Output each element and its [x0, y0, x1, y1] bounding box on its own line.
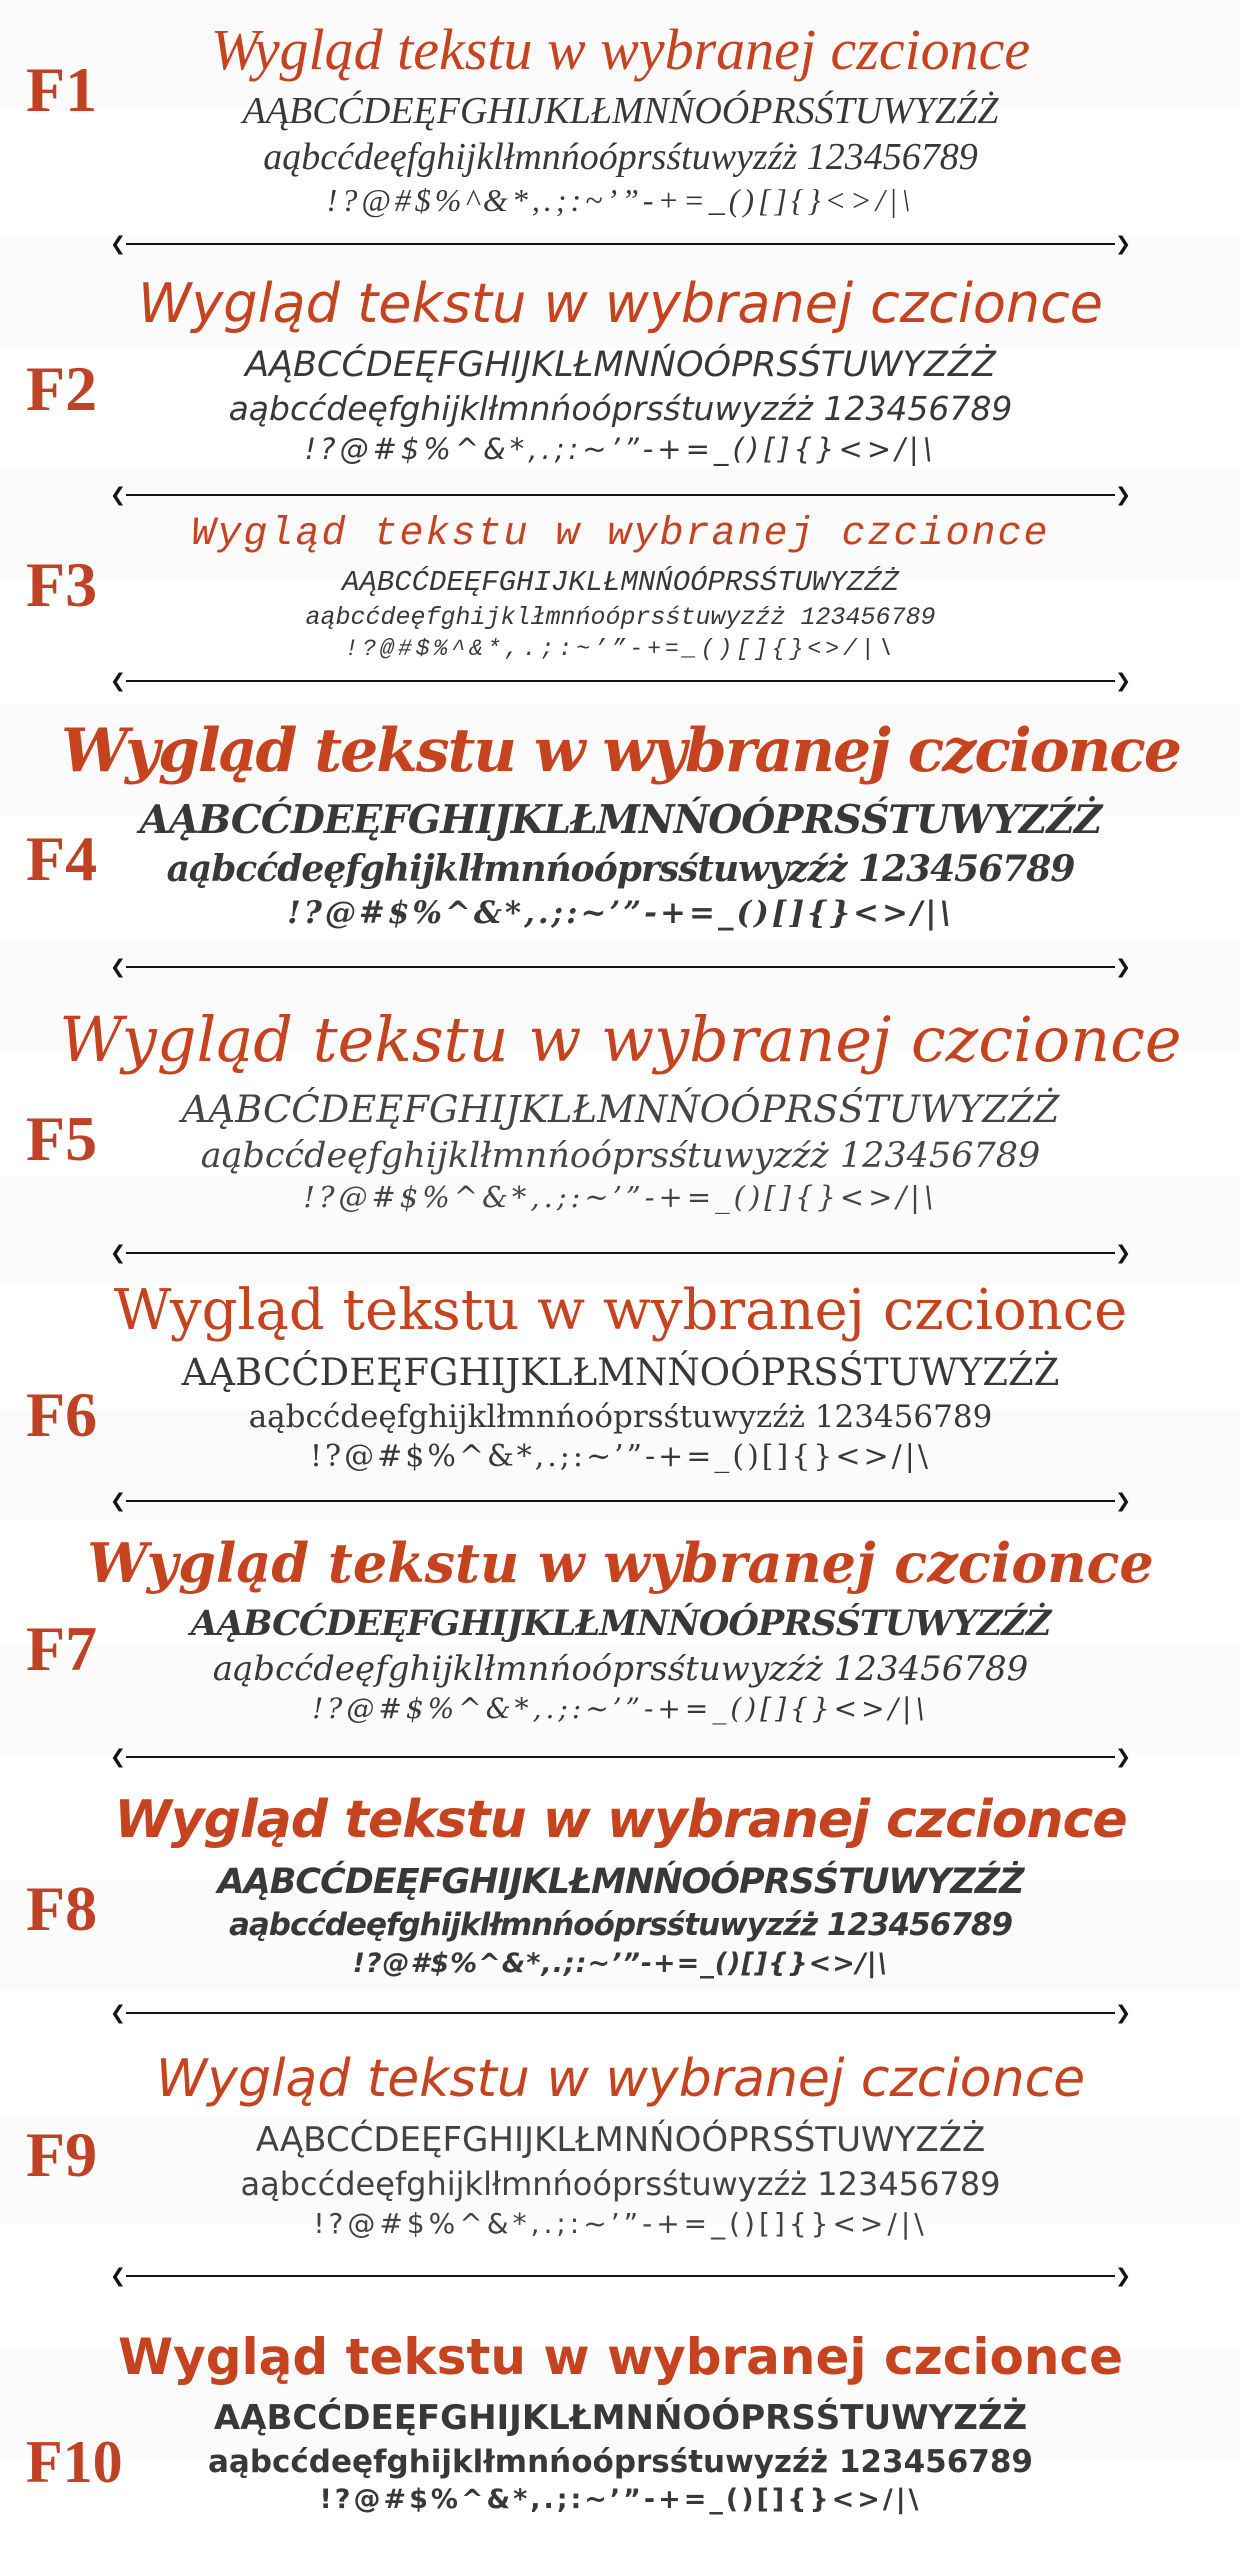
font-label: F9 [26, 2119, 98, 2190]
uppercase-row: AĄBCĆDEĘFGHIJKLŁMNŃOÓPRSŚTUWYZŹŻ [342, 566, 899, 600]
font-label: F3 [26, 549, 98, 620]
separator-line [126, 243, 1115, 245]
specimen-title: Wygląd tekstu w wybranej czcionce [118, 2327, 1123, 2386]
left-arrow-icon: ❮ [110, 1241, 126, 1264]
separator [0, 955, 1241, 978]
specimen-title: Wygląd tekstu w wybranej czcionce [191, 512, 1050, 558]
symbols-row: !?@#$%^&*,.;:~’”-+=_()[]{}<>/|\ [319, 2484, 922, 2516]
separator [0, 1489, 1241, 1512]
lowercase-digits-row: aąbcćdeęfghijklłmnńoóprsśtuwyzźż 123456789 [305, 603, 936, 633]
right-arrow-icon: ❯ [1115, 2001, 1131, 2024]
symbols-row: !?@#$%^&*,.;:~’”-+=_()[]{}<>/|\ [287, 894, 954, 931]
symbols-row: !?@#$%^&*,.;:~’”-+=_()[]{}<>/|\ [303, 1180, 938, 1215]
font-label: F8 [26, 1873, 98, 1944]
uppercase-row: AĄBCĆDEĘFGHIJKLŁMNŃOÓPRSŚTUWYZŹŻ [181, 1351, 1060, 1395]
separator-line [126, 1756, 1115, 1758]
right-arrow-icon: ❯ [1115, 1241, 1131, 1264]
symbols-row: !?@#$%^&*,.;:~’”-+=_()[]{}<>/|\ [326, 181, 915, 218]
separator [0, 483, 1241, 506]
font-specimen-f6 [0, 1261, 1241, 1493]
font-specimen-f1 [0, 0, 1241, 236]
font-specimen-f10 [0, 2284, 1241, 2559]
right-arrow-icon: ❯ [1115, 232, 1131, 255]
specimen-title: Wygląd tekstu w wybranej czcionce [137, 271, 1104, 335]
symbols-row: !?@#$%^&*,.;:~’”-+=_()[]{}<>/|\ [352, 1947, 889, 1979]
separator [0, 1241, 1241, 1264]
left-arrow-icon: ❮ [110, 483, 126, 506]
separator-line [126, 1500, 1115, 1502]
uppercase-row: AĄBCĆDEĘFGHIJKLŁMNŃOÓPRSŚTUWYZŹŻ [213, 2398, 1028, 2439]
lowercase-digits-row: aąbcćdeęfghijklłmnńoóprsśtuwyzźż 123456789 [166, 847, 1075, 890]
separator-line [126, 1252, 1115, 1254]
font-label: F6 [26, 1379, 98, 1450]
left-arrow-icon: ❮ [110, 1745, 126, 1768]
font-specimen-f5 [0, 975, 1241, 1245]
specimen-title: Wygląd tekstu w wybranej czcionce [210, 16, 1031, 82]
left-arrow-icon: ❮ [110, 955, 126, 978]
font-label: F2 [26, 353, 98, 424]
left-arrow-icon: ❮ [110, 2264, 126, 2287]
lowercase-digits-row: aąbcćdeęfghijklłmnńoóprsśtuwyzźż 123456789 [200, 1135, 1041, 1176]
right-arrow-icon: ❯ [1115, 2264, 1131, 2287]
lowercase-digits-row: aąbcćdeęfghijklłmnńoóprsśtuwyzźż 123456789 [228, 1907, 1013, 1944]
left-arrow-icon: ❮ [110, 669, 126, 692]
separator [0, 1745, 1241, 1768]
uppercase-row: AĄBCĆDEĘFGHIJKLŁMNŃOÓPRSŚTUWYZŹŻ [242, 89, 999, 132]
symbols-row: !?@#$%^&*,.;:~’”-+=_()[]{}<>/|\ [304, 431, 937, 466]
separator-line [126, 966, 1115, 968]
specimen-title: Wygląd tekstu w wybranej czcionce [59, 1003, 1182, 1077]
uppercase-row: AĄBCĆDEĘFGHIJKLŁMNŃOÓPRSŚTUWYZŹŻ [255, 2120, 986, 2161]
lowercase-digits-row: aąbcćdeęfghijklłmnńoóprsśtuwyzźż 123456789 [208, 2444, 1033, 2480]
symbols-row: !?@#$%^&*,.;:~’”-+=_()[]{}<>/|\ [309, 1438, 931, 1474]
separator [0, 232, 1241, 255]
left-arrow-icon: ❮ [110, 232, 126, 255]
lowercase-digits-row: aąbcćdeęfghijklłmnńoóprsśtuwyzźż 123456789 [212, 1648, 1029, 1689]
right-arrow-icon: ❯ [1115, 1745, 1131, 1768]
font-label: F4 [26, 823, 98, 894]
specimen-title: Wygląd tekstu w wybranej czcionce [114, 1790, 1127, 1851]
font-specimen-f7 [0, 1509, 1241, 1749]
left-arrow-icon: ❮ [110, 2001, 126, 2024]
separator-line [126, 2275, 1115, 2277]
uppercase-row: AĄBCĆDEĘFGHIJKLŁMNŃOÓPRSŚTUWYZŹŻ [190, 1603, 1051, 1645]
font-specimen-f9 [0, 2021, 1241, 2268]
specimen-title: Wygląd tekstu w wybranej czcionce [60, 716, 1181, 787]
separator [0, 669, 1241, 692]
uppercase-row: AĄBCĆDEĘFGHIJKLŁMNŃOÓPRSŚTUWYZŹŻ [245, 344, 996, 385]
symbols-row: !?@#$%^&*,.;:~’”-+=_()[]{}<>/|\ [312, 1692, 929, 1726]
symbols-row: !?@#$%^&*,.;:~’”-+=_()[]{}<>/|\ [344, 635, 897, 662]
lowercase-digits-row: aąbcćdeęfghijklłmnńoóprsśtuwyzźż 123456789 [248, 1399, 993, 1436]
uppercase-row: AĄBCĆDEĘFGHIJKLŁMNŃOÓPRSŚTUWYZŹŻ [217, 1861, 1024, 1902]
right-arrow-icon: ❯ [1115, 669, 1131, 692]
right-arrow-icon: ❯ [1115, 1489, 1131, 1512]
right-arrow-icon: ❯ [1115, 483, 1131, 506]
font-label: F10 [26, 2429, 123, 2495]
font-specimen-f3 [0, 503, 1241, 673]
separator [0, 2264, 1241, 2287]
uppercase-row: AĄBCĆDEĘFGHIJKLŁMNŃOÓPRSŚTUWYZŹŻ [139, 797, 1102, 844]
lowercase-digits-row: aąbcćdeęfghijklłmnńoóprsśtuwyzźż 123456789 [228, 389, 1013, 429]
separator-line [126, 680, 1115, 682]
font-label: F1 [26, 54, 98, 125]
specimen-title: Wygląd tekstu w wybranej czcionce [87, 1530, 1154, 1595]
symbols-row: !?@#$%^&*,.;:~’”-+=_()[]{}<>/|\ [313, 2206, 928, 2240]
font-specimen-f2 [0, 252, 1241, 487]
right-arrow-icon: ❯ [1115, 955, 1131, 978]
separator-line [126, 494, 1115, 496]
uppercase-row: AĄBCĆDEĘFGHIJKLŁMNŃOÓPRSŚTUWYZŹŻ [181, 1087, 1060, 1131]
font-label: F7 [26, 1613, 98, 1684]
specimen-title: Wygląd tekstu w wybranej czcionce [113, 1277, 1128, 1343]
font-specimen-f4 [0, 689, 1241, 959]
font-specimen-f8 [0, 1765, 1241, 2005]
specimen-title: Wygląd tekstu w wybranej czcionce [155, 2049, 1086, 2110]
lowercase-digits-row: aąbcćdeęfghijklłmnńoóprsśtuwyzźż 123456789 [263, 136, 978, 179]
left-arrow-icon: ❮ [110, 1489, 126, 1512]
separator-line [126, 2012, 1115, 2014]
separator [0, 2001, 1241, 2024]
lowercase-digits-row: aąbcćdeęfghijklłmnńoóprsśtuwyzźż 123456789 [240, 2164, 1001, 2203]
font-label: F5 [26, 1103, 98, 1174]
